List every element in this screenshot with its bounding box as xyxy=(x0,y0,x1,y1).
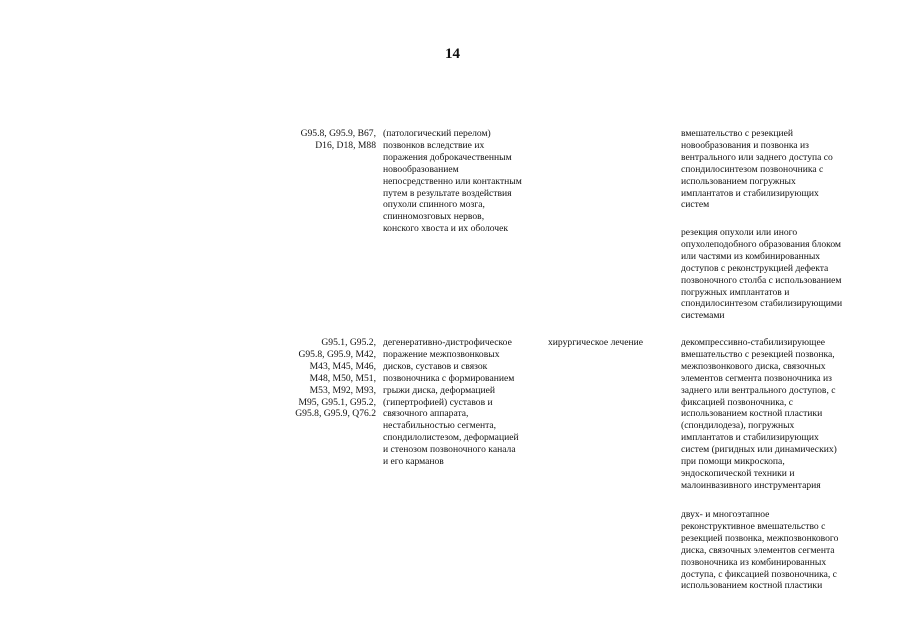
method-cell: резекция опухоли или иного опухолеподобного образования блоком или частями из комбинированных доступов с реконструкцией дефекта позвоночного столба с использованием погружных имплантатов и спондилосинтезом стабилизирующими системами xyxy=(681,227,843,322)
method-cell: декомпрессивно-стабилизирующее вмешательство с резекцией позвонка, межпозвонкового диска, связочных элементов сегмента позвоночника из заднего или вентрального доступов, с фиксацией позвоночника, с использованием костной пластики (спондилодеза), погружных имплантатов и стабилизирующих систем (ригидных или динамических) при помощи микроскопа, эндоскопической техники и малоинвазивного инструментария xyxy=(681,337,837,491)
treatment-cell: хирургическое лечение xyxy=(548,337,644,348)
icd-codes-cell: G95.1, G95.2, G95.8, G95.9, M42, M43, M45, M46, M48, M50, M51, M53, M92, M93, M95, G95.1, G95.2, G95.8, G95.9, Q76.2 xyxy=(295,337,376,420)
diagnosis-cell: дегенеративно-дистрофическое поражение межпозвонковых дисков, суставов и связок позвоночника с формированием грыжи диска, деформацией (гипертрофией) суставов и связочного аппарата, нестабильностью сегмента, спондилолистезом, деформацией и стенозом позвоночного канала и его карманов xyxy=(383,337,519,468)
page-number: 14 xyxy=(445,46,460,62)
method-cell: вмешательство с резекцией новообразования и позвонка из вентрального или заднего доступа со спондилосинтезом позвоночника с использованием погружных имплантатов и стабилизирующих систем xyxy=(681,128,833,211)
icd-codes-cell: G95.8, G95.9, B67, D16, D18, M88 xyxy=(300,128,376,151)
method-cell: двух- и многоэтапное реконструктивное вмешательство с резекцией позвонка, межпозвонкового диска, связочных элементов сегмента позвоночника из комбинированных доступа, с фиксацией позвоночника, с использованием костной пластики xyxy=(681,509,839,592)
diagnosis-cell: (патологический перелом) позвонков вследствие их поражения доброкачественным новообразованием непосредственно или контактным путем в результате воздействия опухоли спинного мозга, спинномозговых нервов, конского хвоста и их оболочек xyxy=(383,128,522,235)
